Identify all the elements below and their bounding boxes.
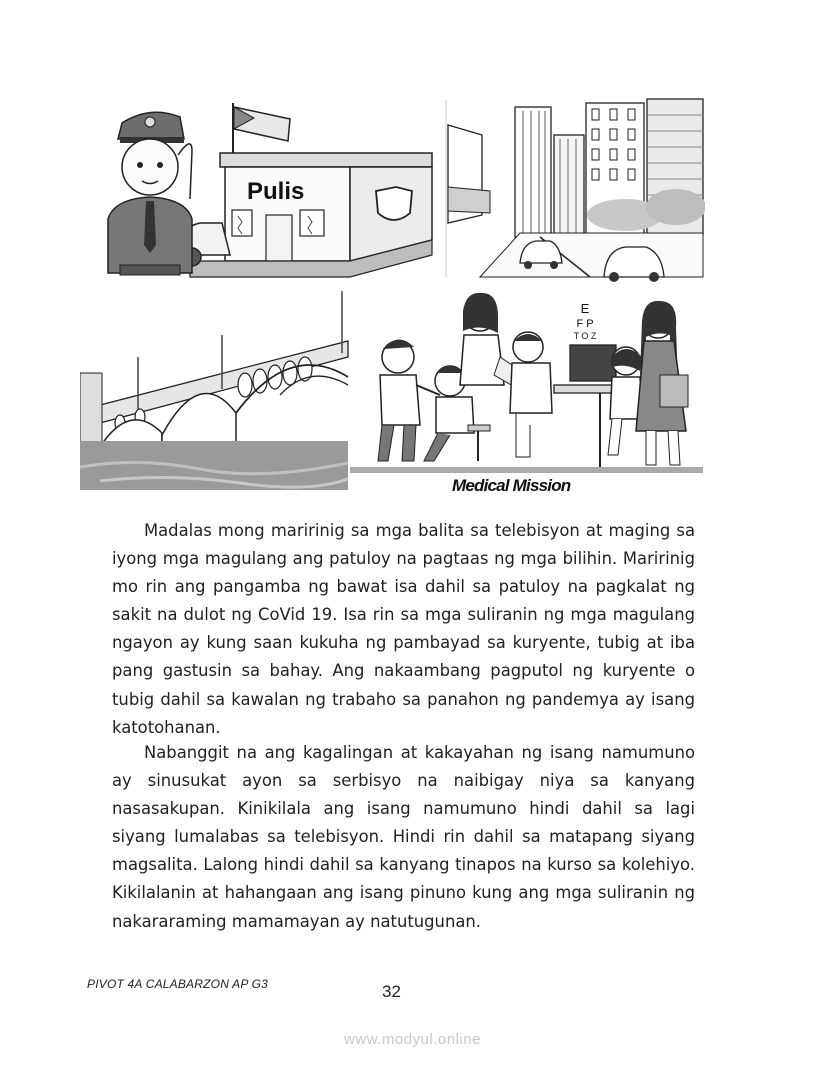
watermark: www.modyul.online — [344, 1031, 481, 1048]
body-paragraph-1: Madalas mong maririnig sa mga balita sa telebisyon at maging sa iyong mga magulang ang patuloy na pagtaas ng mga bilihin. Maririnig mo rin ang pangamba ng bawat isa dahil sa patuloy na pagkalat ng sakit na dulot ng CoVid 19. Isa rin sa mga suliranin ng mga magulang ngayon ay kung saan kukuha ng pambayad sa kuryente, tubig at iba pang gastusin sa bahay. Ang nakaambang pagputol ng kuryente o tubig dahil sa kawalan ng trabaho sa panahon ng pandemya ay isang katotohanan. — [112, 521, 695, 737]
eye-chart-row-2: F P — [576, 318, 594, 330]
page-number: 32 — [382, 982, 401, 1001]
footer-course-label: PIVOT 4A CALABARZON AP G3 — [87, 977, 269, 991]
bridge-illustration — [80, 291, 348, 490]
body-paragraph-2: Nabanggit na ang kagalingan at kakayahan ng isang namumuno ay sinusukat ayon sa serbisyo na naibigay niya sa kanyang nasasakupan. Kinikilala ang isang namumuno hindi dahil sa lagi siyang lumalabas sa telebisyon. Hindi rin dahil sa matapang siyang magsalita. Lalong hindi dahil sa kanyang tinapos na kurso sa kolehiyo. Kikilalanin at hahangaan ang isang pinuno kung ang mga suliranin ng nakararaming mamamayan ay natutugunan. — [112, 743, 695, 931]
eye-chart-row-3: T O Z — [573, 331, 597, 341]
police-badge-icon — [376, 187, 412, 220]
illustration-caption: Medical Mission — [452, 476, 571, 495]
eye-chart-row-1: E — [580, 301, 590, 316]
city-street-illustration — [446, 99, 705, 282]
police-station-illustration — [108, 103, 432, 277]
medical-mission-illustration — [350, 293, 703, 473]
police-sign-text: Pulis — [247, 178, 305, 205]
police-officer — [108, 112, 192, 275]
illustration-collage — [80, 95, 705, 500]
